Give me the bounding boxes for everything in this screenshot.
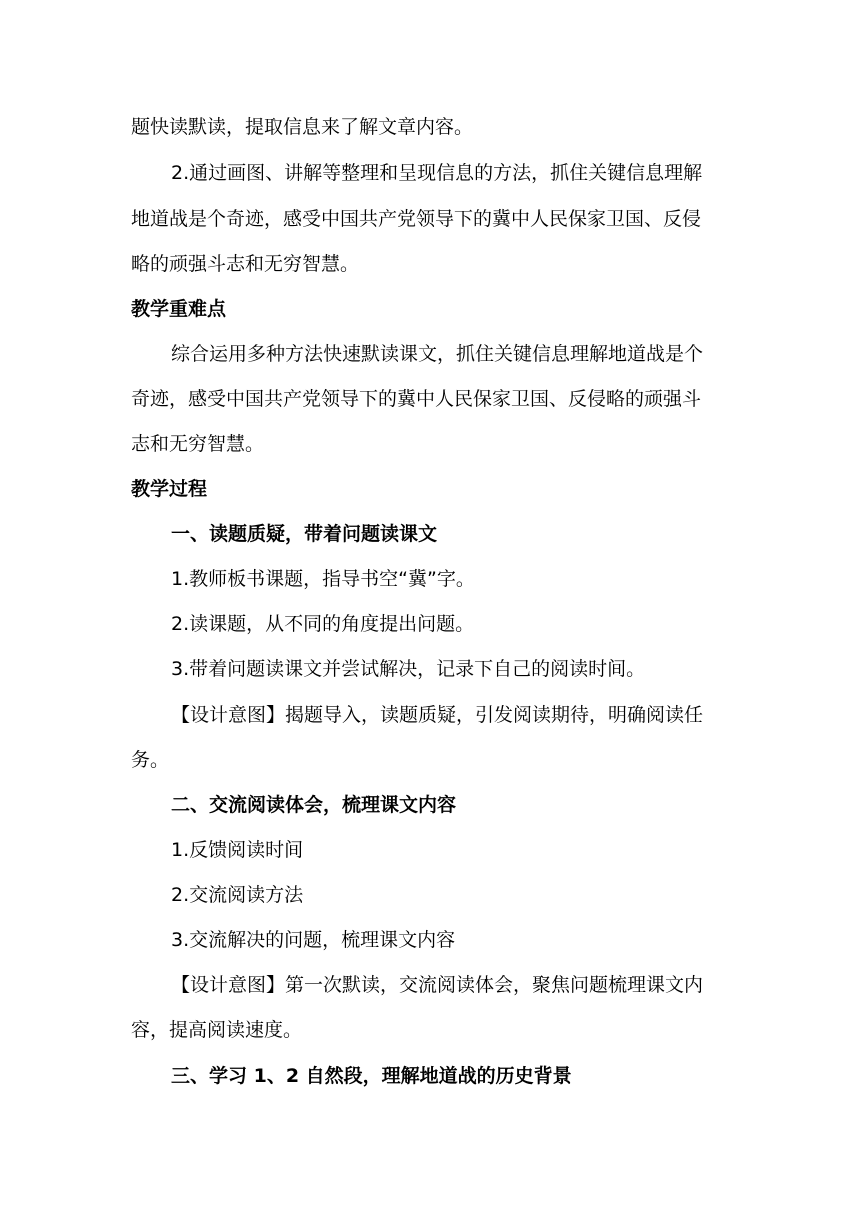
section-2-title: 二、交流阅读体会，梳理课文内容 bbox=[171, 794, 457, 816]
section-1-item-3: 3.带着问题读课文并尝试解决，记录下自己的阅读时间。 bbox=[171, 658, 646, 680]
objective-2-line-2: 地道战是个奇迹，感受中国共产党领导下的冀中人民保家卫国、反侵 bbox=[131, 208, 702, 230]
objectives-tail-line: 题快读默读，提取信息来了解文章内容。 bbox=[131, 116, 474, 138]
objective-2-line-1: 2.通过画图、讲解等整理和呈现信息的方法，抓住关键信息理解 bbox=[171, 162, 703, 184]
key-points-line-1: 综合运用多种方法快速默读课文，抓住关键信息理解地道战是个 bbox=[171, 343, 704, 365]
objective-2-line-3: 略的顽强斗志和无穷智慧。 bbox=[131, 253, 360, 275]
section-2-item-3: 3.交流解决的问题，梳理课文内容 bbox=[171, 929, 456, 951]
section-2-item-1: 1.反馈阅读时间 bbox=[171, 839, 304, 861]
section-1-design-intent-line-2: 务。 bbox=[131, 749, 170, 771]
section-1-design-intent-line-1: 【设计意图】揭题导入，读题质疑，引发阅读期待，明确阅读任 bbox=[171, 704, 704, 726]
section-2-item-2: 2.交流阅读方法 bbox=[171, 884, 304, 906]
section-2-design-intent-line-1: 【设计意图】第一次默读，交流阅读体会，聚焦问题梳理课文内 bbox=[171, 974, 704, 996]
section-1-item-2: 2.读课题，从不同的角度提出问题。 bbox=[171, 613, 475, 635]
key-points-line-2: 奇迹，感受中国共产党领导下的冀中人民保家卫国、反侵略的顽强斗 bbox=[131, 388, 702, 410]
section-2-design-intent-line-2: 容，提高阅读速度。 bbox=[131, 1019, 303, 1041]
section-1-title: 一、读题质疑，带着问题读课文 bbox=[171, 523, 438, 545]
process-heading: 教学过程 bbox=[131, 478, 208, 500]
section-1-item-1: 1.教师板书课题，指导书空“冀”字。 bbox=[171, 568, 475, 590]
section-3-title: 三、学习 1、2 自然段，理解地道战的历史背景 bbox=[171, 1065, 572, 1087]
key-points-heading: 教学重难点 bbox=[131, 298, 227, 320]
key-points-line-3: 志和无穷智慧。 bbox=[131, 433, 265, 455]
